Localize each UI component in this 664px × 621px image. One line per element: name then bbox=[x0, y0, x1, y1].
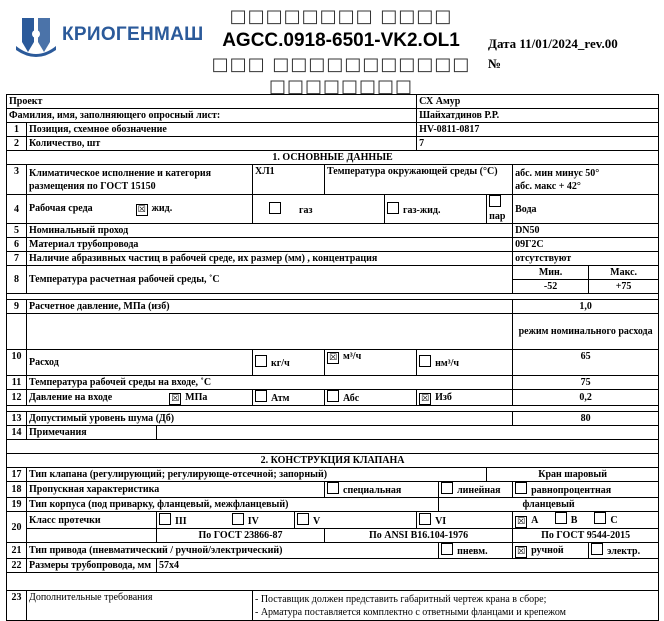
row-3 bbox=[7, 165, 659, 195]
electric-checkbox[interactable] bbox=[591, 543, 603, 555]
ambient-temp-min: абс. мин минус 50° bbox=[515, 167, 600, 179]
nm3-checkbox[interactable] bbox=[419, 355, 431, 367]
inlet-pressure-label: Давление на входе bbox=[29, 391, 113, 403]
row-number: 17 bbox=[7, 468, 27, 482]
class-iii-label: III bbox=[175, 515, 187, 527]
design-pressure-value: 1,0 bbox=[513, 300, 659, 314]
row-23 bbox=[7, 591, 659, 621]
row-2 bbox=[7, 137, 659, 151]
nominal-flow-mode-label: режим номинального расхода bbox=[513, 314, 659, 350]
body-type-value: фланцевый bbox=[439, 498, 659, 512]
class-v-option bbox=[295, 512, 417, 529]
equal-percent-option-label: равнопроцентная bbox=[531, 485, 612, 496]
row-number: 8 bbox=[7, 266, 27, 294]
nm3-option-label: нм³/ч bbox=[435, 358, 460, 369]
row-number: 18 bbox=[7, 482, 27, 498]
inlet-pressure-value: 0,2 bbox=[513, 390, 659, 406]
electric-option bbox=[589, 543, 659, 559]
row-20-standards bbox=[7, 529, 659, 543]
gas-option-label: газ bbox=[299, 204, 313, 216]
number-label: № bbox=[488, 56, 502, 71]
mode-row bbox=[7, 314, 659, 350]
actuator-type-label: Тип привода (пневматический / ручной/электрический) bbox=[27, 543, 439, 559]
ambient-temp-label: Температура окружающей среды (°С) bbox=[325, 165, 513, 195]
row-number: 19 bbox=[7, 498, 27, 512]
gost-9544-label: По ГОСТ 9544-2015 bbox=[513, 529, 659, 543]
empty-cell bbox=[7, 314, 27, 350]
valve-type-value: Кран шаровый bbox=[487, 468, 659, 482]
class-abc-options bbox=[513, 512, 659, 529]
linear-checkbox[interactable] bbox=[441, 482, 453, 494]
row-number: 9 bbox=[7, 300, 27, 314]
row-7 bbox=[7, 252, 659, 266]
kriogenmash-logo-icon bbox=[14, 12, 58, 62]
company-name: КРИОГЕНМАШ bbox=[62, 24, 204, 45]
pneumatic-option-label: пневм. bbox=[457, 546, 488, 557]
class-c-label: C bbox=[610, 515, 618, 526]
inlet-pressure-options bbox=[27, 390, 253, 406]
spacer-cell bbox=[7, 440, 659, 454]
climate-label: Климатическое исполнение и категория размещения по ГОСТ 15150 bbox=[27, 165, 253, 195]
row-17 bbox=[7, 468, 659, 482]
pipe-material-value: 09Г2С bbox=[513, 238, 659, 252]
row-5 bbox=[7, 224, 659, 238]
spacer-row bbox=[7, 440, 659, 454]
section-1-heading bbox=[7, 151, 659, 165]
ambient-temp-max: абс. макс + 42° bbox=[515, 180, 581, 192]
row-number: 22 bbox=[7, 559, 27, 573]
abrasive-label: Наличие абразивных частиц в рабочей среде, их размер (мм) , концентрация bbox=[27, 252, 513, 266]
position-value: HV-0811-0817 bbox=[417, 123, 659, 137]
izb-option bbox=[417, 390, 513, 406]
liquid-option-label: жид. bbox=[151, 203, 173, 214]
gost-23866-label: По ГОСТ 23866-87 bbox=[157, 529, 325, 543]
noise-value: 80 bbox=[513, 412, 659, 426]
medium-value: Вода bbox=[513, 195, 659, 224]
row-8-header bbox=[7, 266, 659, 280]
liquid-checkbox[interactable]: ☒ bbox=[137, 205, 146, 215]
climate-value: ХЛ1 bbox=[253, 165, 325, 195]
notes-label: Примечания bbox=[27, 426, 157, 440]
section-2-heading bbox=[7, 454, 659, 468]
atm-option bbox=[253, 390, 325, 406]
atm-checkbox[interactable] bbox=[255, 390, 267, 402]
class-v-label: V bbox=[313, 515, 321, 527]
design-temp-max: +75 bbox=[589, 280, 659, 294]
row-number: 6 bbox=[7, 238, 27, 252]
empty-cell bbox=[27, 314, 513, 350]
pneumatic-option bbox=[439, 543, 513, 559]
row-number: 13 bbox=[7, 412, 27, 426]
izb-option-label: Изб bbox=[435, 391, 452, 403]
spacer-row bbox=[7, 573, 659, 591]
manual-option bbox=[513, 543, 589, 559]
steam-checkbox[interactable] bbox=[489, 195, 501, 207]
steam-option-label: пар bbox=[489, 211, 506, 222]
design-temp-min: -52 bbox=[513, 280, 589, 294]
row-14 bbox=[7, 426, 659, 440]
row-number: 7 bbox=[7, 252, 27, 266]
linear-option-label: линейная bbox=[457, 485, 501, 496]
m3-checkbox[interactable]: ☒ bbox=[328, 353, 338, 363]
manual-checkbox[interactable]: ☒ bbox=[517, 546, 526, 557]
pneumatic-checkbox[interactable] bbox=[441, 543, 453, 555]
additional-requirements-value bbox=[253, 591, 659, 621]
special-checkbox[interactable] bbox=[327, 482, 339, 494]
medium-label: Рабочая среда bbox=[29, 203, 93, 214]
notes-value[interactable] bbox=[157, 426, 659, 440]
row-number: 1 bbox=[7, 123, 27, 137]
gas-liquid-option-label: газ-жид. bbox=[403, 204, 441, 216]
leakage-class-label: Класс протечки bbox=[27, 512, 157, 529]
row-21 bbox=[7, 543, 659, 559]
header-placeholder-line-3: □□□□□□□□ bbox=[268, 76, 414, 97]
flow-value: 65 bbox=[513, 350, 659, 376]
spacer-cell bbox=[7, 573, 659, 591]
project-value: СХ Амур bbox=[417, 95, 659, 109]
row-number: 20 bbox=[7, 512, 27, 543]
row-number: 10 bbox=[7, 350, 27, 376]
quantity-label: Количество, шт bbox=[27, 137, 417, 151]
row-filler bbox=[7, 109, 659, 123]
row-4 bbox=[7, 195, 659, 224]
row-19 bbox=[7, 498, 659, 512]
m3-option-label: м³/ч bbox=[343, 351, 362, 362]
special-option bbox=[325, 482, 439, 498]
row-number: 3 bbox=[7, 165, 27, 195]
class-b-checkbox[interactable] bbox=[555, 512, 567, 524]
ansi-b16104-label: По ANSI B16.104-1976 bbox=[325, 529, 513, 543]
class-vi-checkbox[interactable] bbox=[419, 513, 431, 525]
requirement-line-1: - Поставщик должен представить габаритный чертеж крана в сборе; bbox=[255, 593, 547, 605]
class-iii-iv-options bbox=[157, 512, 295, 529]
row-10 bbox=[7, 350, 659, 376]
izb-checkbox[interactable]: ☒ bbox=[421, 393, 430, 404]
date-rev-text: Дата 11/01/2024_rev.00 bbox=[488, 36, 618, 51]
valve-type-label: Тип клапана (регулирующий; регулирующе-отсечной; запорный) bbox=[27, 468, 487, 482]
class-vi-label: VI bbox=[435, 515, 447, 527]
ambient-temp-values bbox=[513, 165, 659, 195]
document-header bbox=[6, 6, 658, 97]
filler-label: Фамилия, имя, заполняющего опросный лист: bbox=[7, 109, 417, 123]
project-label: Проект bbox=[7, 95, 417, 109]
linear-option bbox=[439, 482, 513, 498]
abs-checkbox[interactable] bbox=[327, 390, 339, 402]
gas-liquid-checkbox[interactable] bbox=[387, 202, 399, 214]
quantity-value: 7 bbox=[417, 137, 659, 151]
date-revision bbox=[488, 34, 618, 74]
header-placeholder-line-1: □□□□□□□□ □□□□ bbox=[229, 6, 453, 27]
row-18 bbox=[7, 482, 659, 498]
inlet-temp-label: Температура рабочей среды на входе, ˚С bbox=[27, 376, 513, 390]
kg-option bbox=[253, 350, 325, 376]
row-number: 5 bbox=[7, 224, 27, 238]
row-20-classes bbox=[7, 512, 659, 529]
document-code: AGCC.0918-6501-VK2.OL1 bbox=[222, 30, 460, 51]
steam-option bbox=[487, 195, 513, 224]
flow-characteristic-label: Пропускная характеристика bbox=[27, 482, 325, 498]
row-13 bbox=[7, 412, 659, 426]
class-vi-option bbox=[417, 512, 513, 529]
design-temp-min-label: Мин. bbox=[513, 266, 589, 280]
additional-requirements-label: Дополнительные требования bbox=[27, 591, 253, 621]
row-12 bbox=[7, 390, 659, 406]
row-number: 2 bbox=[7, 137, 27, 151]
section-2-title: 2. КОНСТРУКЦИЯ КЛАПАНА bbox=[7, 454, 659, 468]
manual-option-label: ручной bbox=[531, 544, 564, 556]
header-placeholder-line-2: □□□ □□□□□□□□□□□ bbox=[211, 54, 471, 75]
class-v-checkbox[interactable] bbox=[297, 513, 309, 525]
class-iv-checkbox[interactable] bbox=[232, 513, 244, 525]
section-1-title: 1. ОСНОВНЫЕ ДАННЫЕ bbox=[7, 151, 659, 165]
row-9 bbox=[7, 300, 659, 314]
pipe-material-label: Материал трубопровода bbox=[27, 238, 513, 252]
nominal-diameter-label: Номинальный проход bbox=[27, 224, 513, 238]
class-a-label: A bbox=[531, 515, 538, 526]
row-number: 21 bbox=[7, 543, 27, 559]
design-pressure-label: Расчетное давление, МПа (изб) bbox=[27, 300, 513, 314]
row-22 bbox=[7, 559, 659, 573]
requirement-line-2: - Арматура поставляется комплектно с ответными фланцами и крепежом bbox=[255, 606, 566, 618]
gas-option bbox=[253, 195, 385, 224]
class-c-checkbox[interactable] bbox=[594, 512, 606, 524]
class-a-checkbox[interactable]: ☒ bbox=[517, 517, 526, 527]
abs-option-label: Абс bbox=[343, 393, 360, 404]
gas-liquid-option bbox=[385, 195, 487, 224]
pipe-size-value: 57x4 bbox=[157, 559, 659, 573]
design-temp-label: Температура расчетная рабочей среды, ˚С bbox=[27, 266, 513, 294]
flow-label: Расход bbox=[27, 350, 253, 376]
nm3-option bbox=[417, 350, 513, 376]
abrasive-value: отсутствуют bbox=[513, 252, 659, 266]
inlet-temp-value: 75 bbox=[513, 376, 659, 390]
special-option-label: специальная bbox=[343, 485, 402, 496]
noise-label: Допустимый уровень шума (Дб) bbox=[27, 412, 513, 426]
body-type-label: Тип корпуса (под приварку, фланцевый, межфланцевый) bbox=[27, 498, 439, 512]
header-center bbox=[196, 6, 486, 98]
questionnaire-table bbox=[6, 94, 659, 621]
kg-checkbox[interactable] bbox=[255, 355, 267, 367]
equal-percent-option bbox=[513, 482, 659, 498]
pipe-size-label: Размеры трубопровода, мм bbox=[27, 559, 157, 573]
row-number: 23 bbox=[7, 591, 27, 621]
position-label: Позиция, схемное обозначение bbox=[27, 123, 417, 137]
class-iii-checkbox[interactable] bbox=[159, 513, 171, 525]
equal-percent-checkbox[interactable] bbox=[515, 482, 527, 494]
row-project bbox=[7, 95, 659, 109]
company-logo bbox=[14, 12, 204, 62]
mpa-option-label: МПа bbox=[185, 391, 208, 403]
gas-checkbox[interactable] bbox=[269, 202, 281, 214]
kg-option-label: кг/ч bbox=[271, 358, 290, 369]
design-temp-max-label: Макс. bbox=[589, 266, 659, 280]
empty-cell bbox=[27, 529, 157, 543]
row-number: 14 bbox=[7, 426, 27, 440]
electric-option-label: электр. bbox=[607, 546, 641, 557]
atm-option-label: Атм bbox=[271, 393, 290, 404]
row-11 bbox=[7, 376, 659, 390]
mpa-checkbox[interactable]: ☒ bbox=[171, 393, 180, 404]
row-6 bbox=[7, 238, 659, 252]
row-number: 12 bbox=[7, 390, 27, 406]
class-b-label: B bbox=[570, 515, 578, 526]
class-iv-label: IV bbox=[247, 515, 259, 527]
row-1 bbox=[7, 123, 659, 137]
m3-option bbox=[325, 350, 417, 376]
abs-option bbox=[325, 390, 417, 406]
filler-value: Шайхатдинов Р.Р. bbox=[417, 109, 659, 123]
nominal-diameter-value: DN50 bbox=[513, 224, 659, 238]
row-number: 11 bbox=[7, 376, 27, 390]
row-number: 4 bbox=[7, 195, 27, 224]
medium-options bbox=[27, 195, 253, 224]
